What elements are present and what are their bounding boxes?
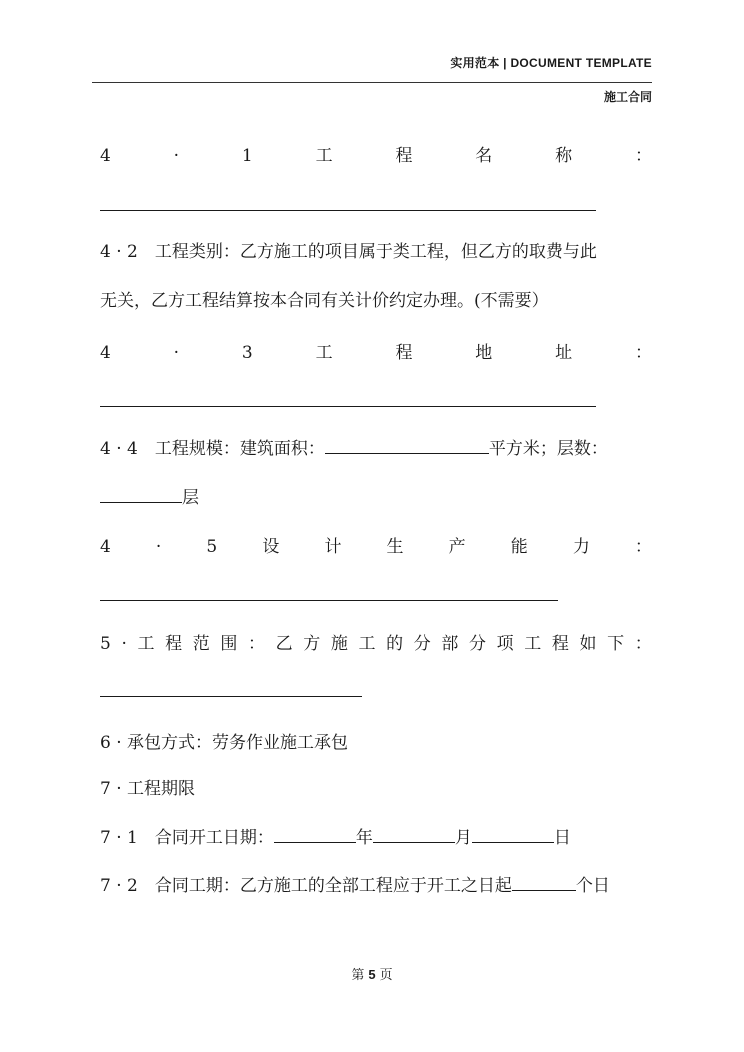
clause-char: 乙 [275, 634, 293, 654]
clause-char: 如 [579, 634, 597, 654]
year-label: 年 [355, 828, 373, 848]
building-area-blank[interactable] [325, 436, 489, 454]
clause-7-1 [100, 825, 652, 850]
clause-char: 计 [324, 537, 342, 557]
page-suffix: 页 [379, 968, 393, 983]
floor-count-blank[interactable] [100, 485, 182, 503]
clause-char: · [173, 343, 180, 363]
clause-7-2 [100, 873, 652, 898]
start-month-blank[interactable] [373, 825, 455, 843]
clause-4-2-line2: 无关，乙方工程结算按本合同有关计价约定办理。(不需要） [100, 291, 549, 311]
clause-5 [100, 632, 652, 656]
clause-char: 范 [192, 634, 210, 654]
clause-char: ： [634, 634, 652, 654]
clause-char: · [121, 634, 127, 654]
clause-char: 工 [315, 343, 333, 363]
clause-char: ： [634, 146, 652, 166]
clause-char: 设 [262, 537, 280, 557]
clause-char: 部 [441, 634, 459, 654]
clause-char: 分 [468, 634, 486, 654]
clause-char: 工 [524, 634, 542, 654]
clause-char: 5 [206, 537, 218, 557]
clause-char: · [155, 537, 162, 557]
clause-char: 1 [241, 146, 253, 166]
document-header-subtitle: 施工合同 [603, 90, 652, 104]
clause-char: ： [634, 537, 652, 557]
clause-char: 能 [510, 537, 528, 557]
clause-char: 程 [165, 634, 183, 654]
project-address-blank[interactable] [100, 406, 596, 407]
clause-7-1-prefix: 7 · 1 合同开工日期： [100, 828, 274, 848]
clause-4-2-line1: 4 · 2 工程类别：乙方施工的项目属于类工程，但乙方的取费与此 [100, 242, 597, 262]
project-name-blank[interactable] [100, 210, 596, 211]
document-header-title: 实用范本 | DOCUMENT TEMPLATE [450, 56, 652, 70]
clause-4-5 [100, 535, 652, 559]
clause-char: 址 [555, 343, 573, 363]
clause-4-4-prefix: 4 · 4 工程规模：建筑面积： [100, 439, 325, 459]
start-day-blank[interactable] [472, 825, 554, 843]
clause-char: 程 [551, 634, 569, 654]
page-number: 5 [368, 967, 376, 982]
clause-char: · [173, 146, 180, 166]
clause-char: 工 [315, 146, 333, 166]
start-year-blank[interactable] [274, 825, 356, 843]
clause-char: ： [634, 343, 652, 363]
clause-char: 下 [607, 634, 625, 654]
clause-4-1 [100, 144, 652, 168]
clause-char: 4 [100, 537, 111, 557]
duration-days-blank[interactable] [512, 873, 576, 891]
clause-4-4-line2 [100, 485, 652, 510]
clause-char: 的 [386, 634, 404, 654]
clause-4-4-suffix: 平方米；层数： [488, 439, 608, 459]
clause-char: 施 [330, 634, 348, 654]
clause-7-2-prefix: 7 · 2 合同工期：乙方施工的全部工程应于开工之日起 [100, 876, 512, 896]
day-label: 日 [553, 828, 571, 848]
clause-char: 程 [395, 146, 413, 166]
clause-char: 程 [395, 343, 413, 363]
clause-char: 3 [241, 343, 253, 363]
clause-7-2-suffix: 个日 [575, 876, 610, 896]
clause-char: 围 [220, 634, 238, 654]
clause-char: 名 [475, 146, 493, 166]
clause-6: 6 · 承包方式：劳务作业施工承包 [100, 733, 349, 753]
work-scope-blank[interactable] [100, 696, 362, 697]
clause-char: 4 [100, 146, 111, 166]
clause-char: 工 [137, 634, 155, 654]
floor-unit: 层 [182, 488, 199, 508]
clause-char: 方 [303, 634, 321, 654]
clause-char: 分 [413, 634, 431, 654]
clause-char: 工 [358, 634, 376, 654]
clause-char: 力 [572, 537, 590, 557]
clause-char: 生 [386, 537, 404, 557]
clause-char: 4 [100, 343, 111, 363]
page-footer [0, 964, 744, 983]
clause-char: 项 [496, 634, 514, 654]
header-divider [92, 82, 652, 83]
clause-char: 产 [448, 537, 466, 557]
clause-char: 地 [475, 343, 493, 363]
page-prefix: 第 [351, 968, 365, 983]
clause-char: ： [247, 634, 265, 654]
clause-char: 5 [100, 634, 111, 654]
clause-4-3 [100, 341, 652, 365]
month-label: 月 [454, 828, 472, 848]
clause-7: 7 · 工程期限 [100, 779, 196, 799]
design-capacity-blank[interactable] [100, 600, 558, 601]
clause-char: 称 [555, 146, 573, 166]
clause-4-4-line1 [100, 436, 652, 461]
